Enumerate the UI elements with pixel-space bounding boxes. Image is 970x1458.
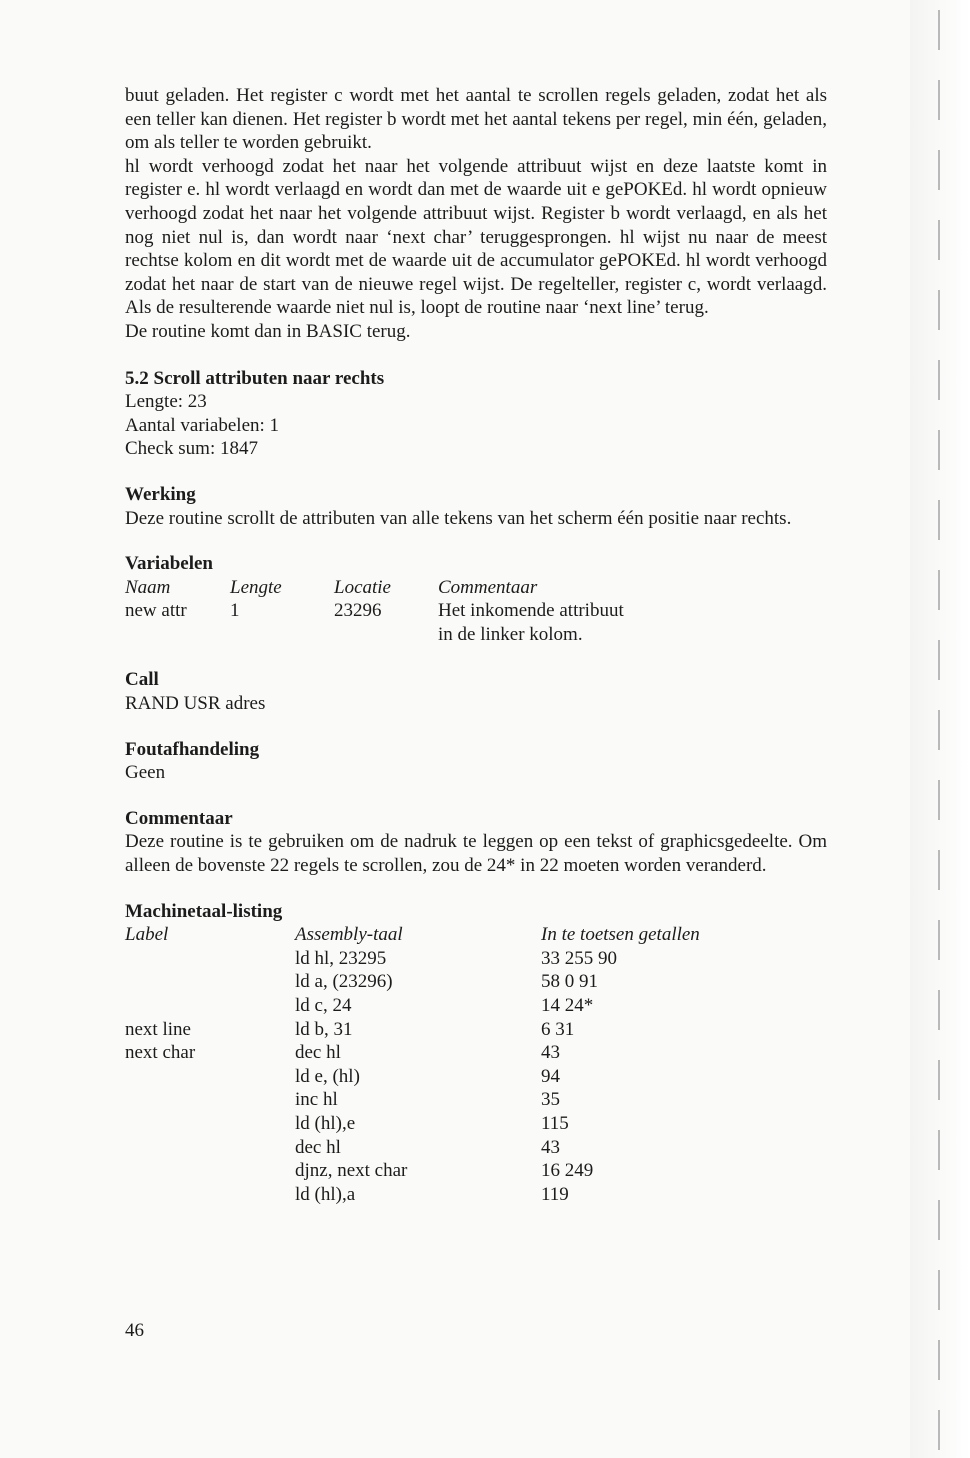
page-number: 46 (125, 1320, 144, 1341)
binder-notch (938, 920, 940, 960)
listing-asm: ld hl, 23295 (295, 947, 387, 969)
listing-row (125, 1088, 827, 1112)
listing-nums: 43 (541, 1042, 560, 1064)
listing-asm: ld c, 24 (295, 995, 352, 1016)
listing-row (125, 1065, 827, 1089)
listing-label (125, 1065, 295, 1089)
binder-notch (938, 570, 940, 610)
listing-row (125, 970, 827, 994)
listing-row (125, 1018, 827, 1042)
table-row (125, 599, 685, 646)
listing-row (125, 1136, 827, 1160)
listing-label: next char (125, 1042, 196, 1064)
binder-notch (938, 10, 940, 50)
binder-notch (938, 1060, 940, 1100)
listing-label (125, 994, 295, 1018)
col-label: Label (125, 924, 169, 946)
col-locatie: Locatie (334, 576, 391, 598)
listing-label (125, 1183, 295, 1207)
col-lengte: Lengte (230, 576, 282, 598)
var-locatie: 23296 (334, 600, 382, 622)
listing-nums: 35 (541, 1089, 560, 1111)
commentaar-text: Deze routine is te gebruiken om de nadruk te leggen op een tekst of graphicsgedeelte. Om alleen de bovenste 22 regels te scrollen, zou de 24* in 22 moeten worden veranderd. (125, 831, 827, 877)
listing-nums: 94 (541, 1065, 560, 1087)
listing-row (125, 1112, 827, 1136)
listing-label (125, 1136, 295, 1160)
binder-notch (938, 430, 940, 470)
werking-heading: Werking (125, 483, 196, 505)
listing-asm: djnz, next char (295, 1160, 408, 1182)
binder-notch (938, 80, 940, 120)
binder-notch (938, 360, 940, 400)
binder-notch (938, 850, 940, 890)
call-heading: Call (125, 669, 159, 691)
listing-nums: 16 249 (541, 1160, 594, 1182)
var-commentaar-line-1: Het inkomende attribuut (438, 600, 624, 622)
listing-asm: dec hl (295, 1042, 341, 1064)
listing-nums: 58 0 91 (541, 971, 598, 993)
listing-label (125, 1112, 295, 1136)
binder-notch (938, 220, 940, 260)
listing-heading: Machinetaal-listing (125, 900, 283, 922)
binder-notch (938, 150, 940, 190)
binder-notch (938, 1270, 940, 1310)
intro-paragraph-3: De routine komt dan in BASIC terug. (125, 320, 411, 342)
fout-heading: Foutafhandeling (125, 738, 260, 760)
listing-asm: inc hl (295, 1089, 338, 1111)
listing-asm: ld (hl),e (295, 1112, 356, 1134)
col-getallen: In te toetsen getallen (541, 924, 700, 946)
listing-nums: 115 (541, 1112, 569, 1134)
listing-row (125, 1041, 827, 1065)
listing-label (125, 1088, 295, 1112)
binder-notch (938, 640, 940, 680)
intro-paragraph-2: hl wordt verhoogd zodat het naar het volgende attribuut wijst en deze laatste komt in register e. hl wordt verlaagd en wordt dan met de waarde uit e gePOKEd. hl wordt opnieuw verhoogd zodat het naar het volgende attribuut wijst. Register b wordt verlaagd, en als het nog niet nul is, dan wordt naar ‘next char’ teruggesprongen. hl wijst nu naar de meest rechtse kolom en dit wordt met de waarde uit de accumulator gePOKEd. hl wordt verhoogd zodat het naar de start van de nieuwe regel wijst. De regelteller, register c, wordt verlaagd. Als de resulterende waarde niet nul is, loopt de routine naar ‘next line’ terug. (125, 155, 827, 319)
binder-notch (938, 500, 940, 540)
listing-row (125, 947, 827, 971)
section-checksum: Check sum: 1847 (125, 438, 258, 460)
machine-code-listing (125, 923, 827, 1206)
binder-notch (938, 290, 940, 330)
col-assembly: Assembly-taal (295, 924, 403, 946)
var-naam: new attr (125, 600, 187, 622)
listing-nums: 43 (541, 1136, 560, 1158)
section-title: 5.2 Scroll attributen naar rechts (125, 367, 385, 389)
binder-notch (938, 710, 940, 750)
col-commentaar: Commentaar (438, 576, 538, 598)
intro-paragraph-1: buut geladen. Het register c wordt met het aantal te scrollen regels geladen, zodat het als een teller kan dienen. Het register b wordt met het aantal tekens per regel, min één, geladen, om als teller te worden gebruikt. (125, 85, 827, 154)
listing-label (125, 970, 295, 994)
variables-header-row (125, 576, 685, 600)
listing-row (125, 1159, 827, 1183)
listing-asm: ld b, 31 (295, 1018, 353, 1040)
col-naam: Naam (125, 576, 171, 598)
binder-notch (938, 1410, 940, 1450)
listing-nums: 119 (541, 1183, 569, 1205)
commentaar-heading: Commentaar (125, 807, 233, 829)
var-commentaar-line-2: in de linker kolom. (438, 623, 583, 645)
page-content (125, 84, 827, 1206)
listing-label (125, 947, 295, 971)
call-text: RAND USR adres (125, 693, 266, 715)
listing-nums: 14 24* (541, 995, 594, 1016)
binder-notch (938, 1130, 940, 1170)
binder-notch (938, 990, 940, 1030)
listing-asm: ld e, (hl) (295, 1065, 360, 1087)
binder-notch (938, 1200, 940, 1240)
listing-asm: ld a, (23296) (295, 971, 393, 993)
listing-row (125, 1183, 827, 1207)
listing-header-row (125, 923, 827, 947)
listing-nums: 6 31 (541, 1018, 575, 1040)
binder-notch (938, 1340, 940, 1380)
listing-label: next line (125, 1018, 191, 1040)
binder-notch (938, 780, 940, 820)
binder-strip (910, 0, 970, 1458)
variabelen-heading: Variabelen (125, 553, 213, 575)
listing-row (125, 994, 827, 1018)
variables-table (125, 576, 685, 647)
section-length: Lengte: 23 (125, 391, 207, 413)
listing-asm: dec hl (295, 1136, 341, 1158)
section-num-vars: Aantal variabelen: 1 (125, 414, 280, 436)
listing-label (125, 1159, 295, 1183)
var-lengte: 1 (230, 600, 240, 622)
werking-text: Deze routine scrollt de attributen van alle tekens van het scherm één positie naar rechts. (125, 507, 792, 529)
listing-nums: 33 255 90 (541, 947, 617, 969)
listing-asm: ld (hl),a (295, 1183, 356, 1205)
var-commentaar (438, 599, 685, 646)
fout-text: Geen (125, 762, 166, 784)
